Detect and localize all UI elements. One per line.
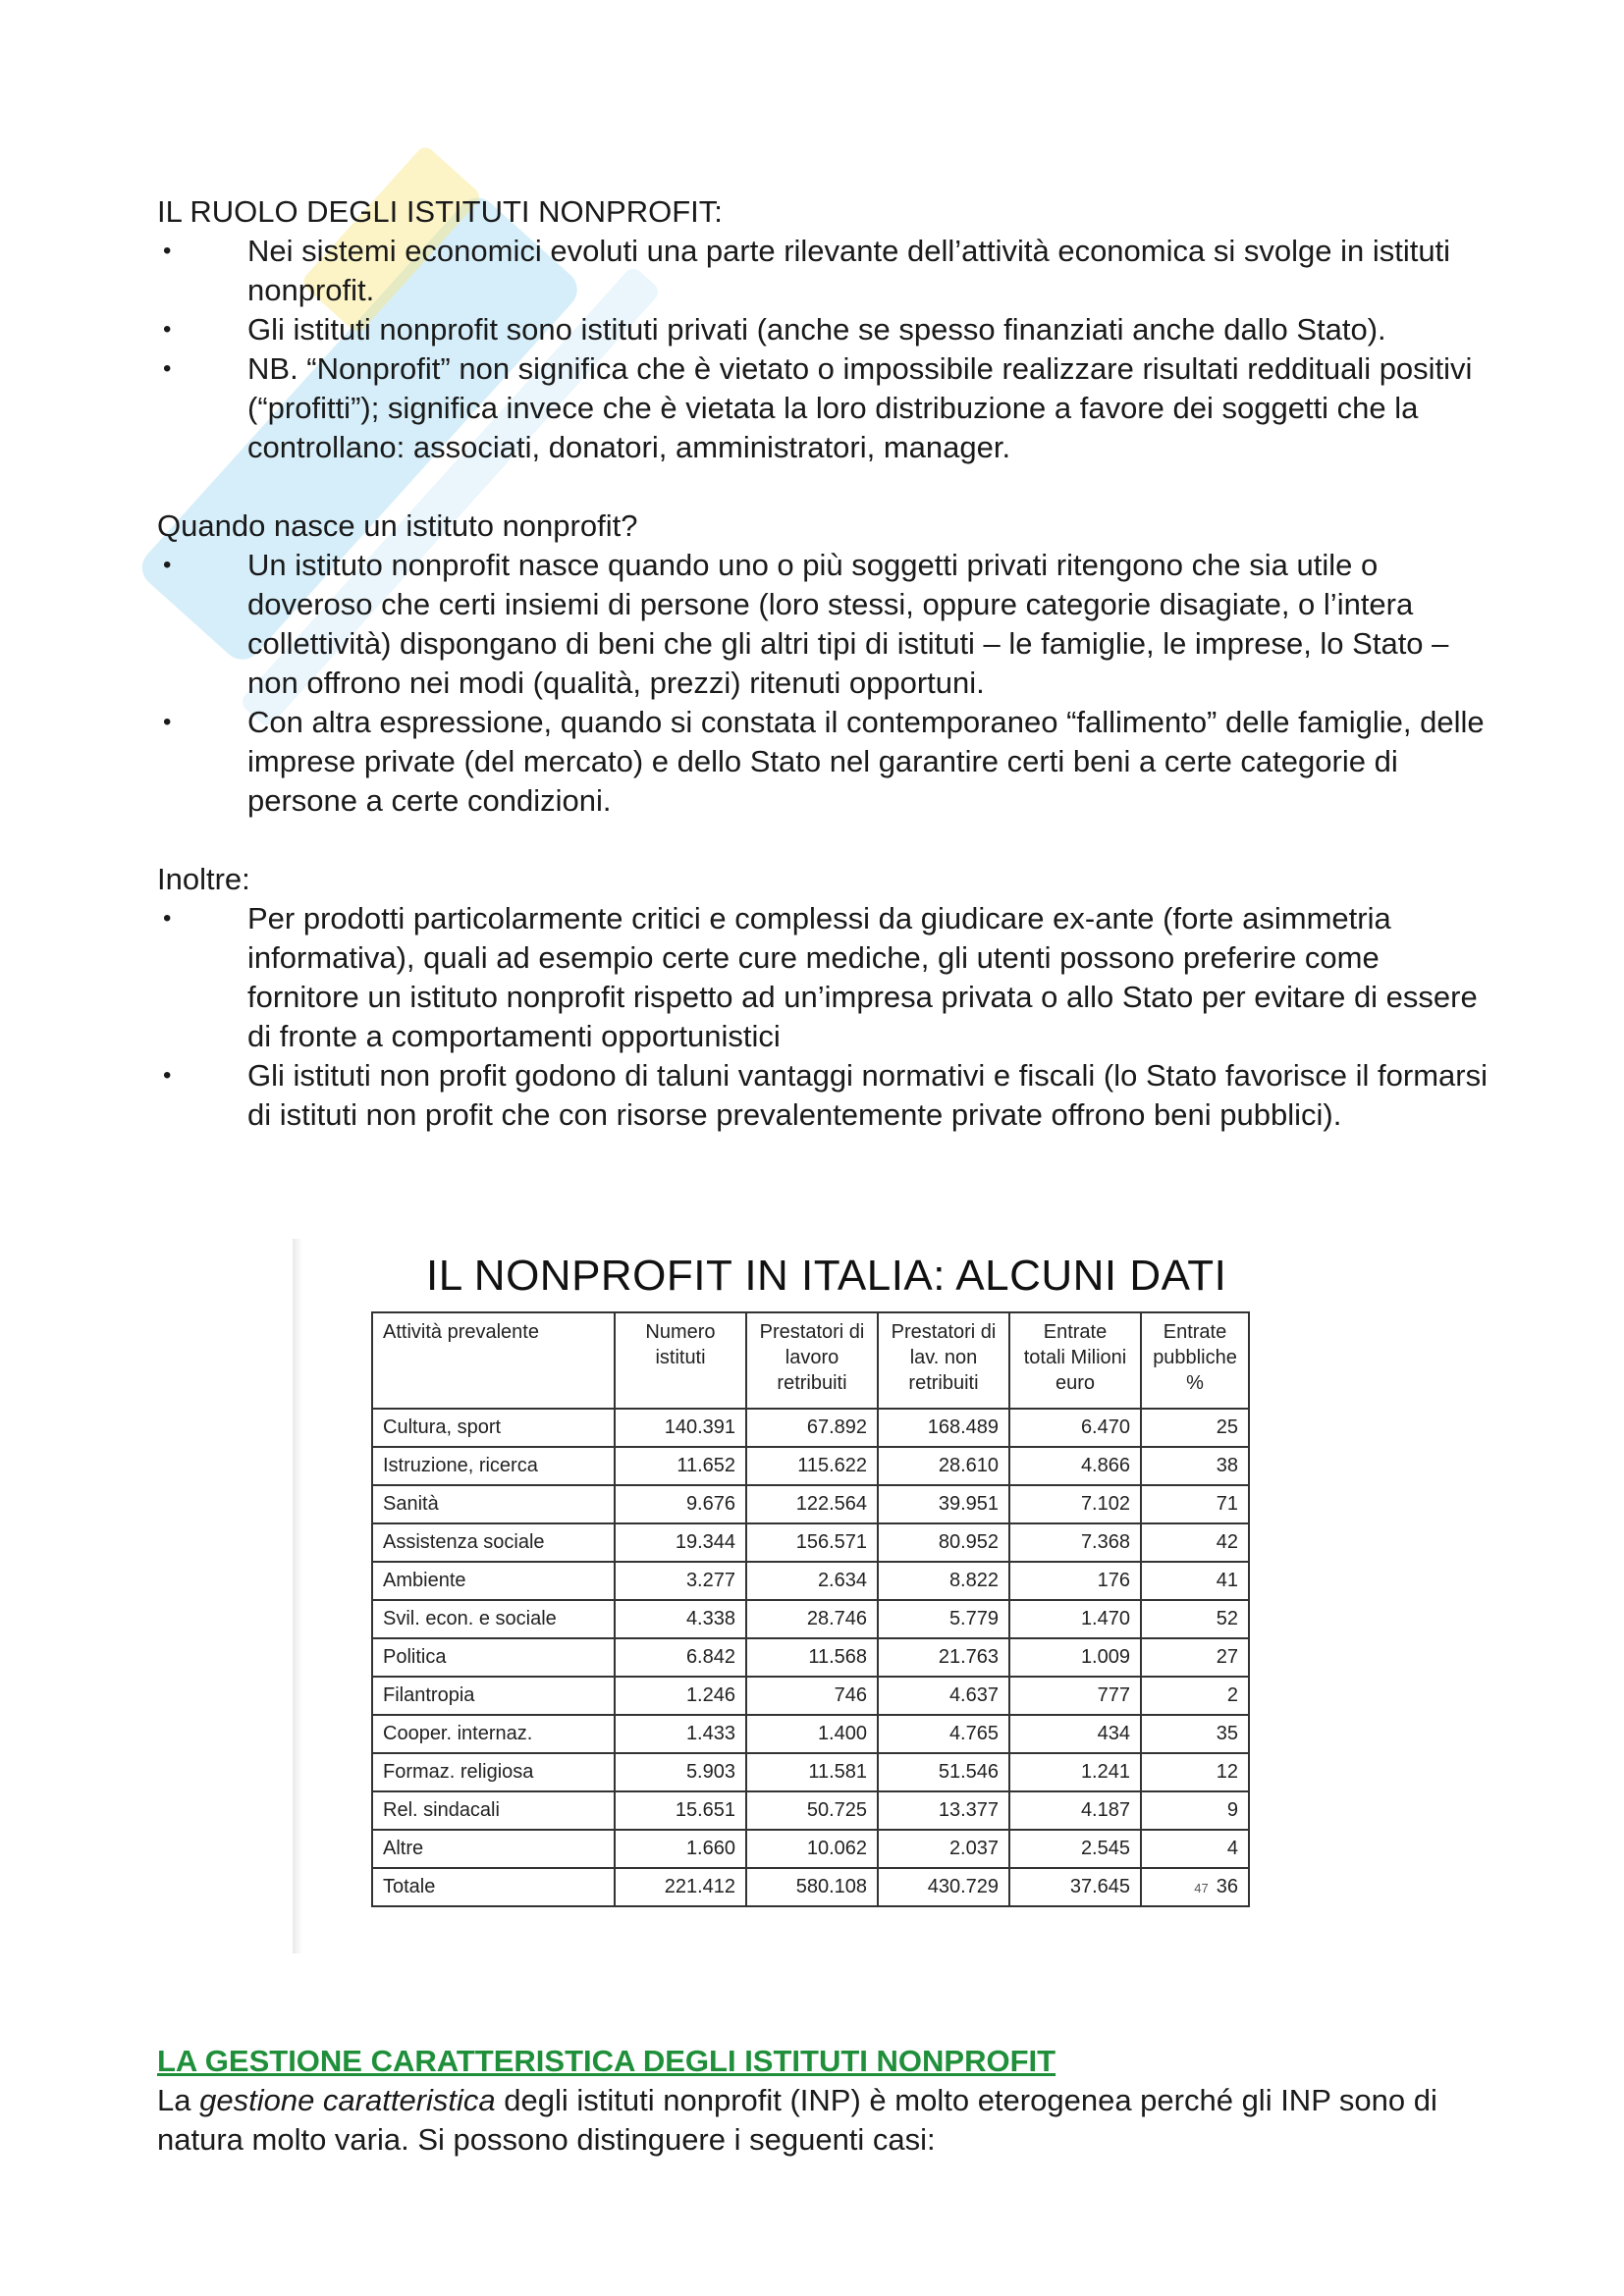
table-cell: 5.903 — [615, 1753, 746, 1791]
row-label-cell: Formaz. religiosa — [372, 1753, 615, 1791]
table-cell: 39.951 — [878, 1485, 1009, 1523]
table-cell: 1.433 — [615, 1715, 746, 1753]
row-label-cell: Sanità — [372, 1485, 615, 1523]
table-cell: 122.564 — [746, 1485, 878, 1523]
table-cell: 4.765 — [878, 1715, 1009, 1753]
moreover-bullets — [157, 899, 1492, 1135]
table-cell: 221.412 — [615, 1868, 746, 1906]
table-cell: 41 — [1141, 1562, 1249, 1600]
table-cell: 4.637 — [878, 1677, 1009, 1715]
table-cell: 15.651 — [615, 1791, 746, 1830]
data-figure — [293, 1239, 1284, 1953]
list-item: • Con altra espressione, quando si constata il contemporaneo “fallimento” delle famiglie, delle imprese private (del mercato) e dello Stato nel garantire certi beni a certe categorie di persone a certe condizioni. — [163, 705, 1485, 818]
column-header: Attività prevalente — [372, 1312, 615, 1409]
table-cell: 67.892 — [746, 1409, 878, 1447]
list-item: • Un istituto nonprofit nasce quando uno o più soggetti privati ritengono che sia utile o doveroso che certi insiemi di persone (loro stessi, oppure categorie disagiate, o l’intera collettività) dispongano di beni che gli altri tipi di istituti – le famiglie, le imprese, lo Stato – non offrono nei modi (qualità, prezzi) ritenuti opportuni. — [163, 548, 1449, 700]
row-label-cell: Istruzione, ricerca — [372, 1447, 615, 1485]
table-body — [372, 1409, 1249, 1906]
table-header-row — [372, 1312, 1249, 1409]
table-cell: 4.187 — [1009, 1791, 1141, 1830]
row-label-cell: Totale — [372, 1868, 615, 1906]
table-cell: 28.746 — [746, 1600, 878, 1638]
table-cell: 25 — [1141, 1409, 1249, 1447]
table-row — [372, 1715, 1249, 1753]
list-item: • NB. “Nonprofit” non significa che è vietato o impossibile realizzare risultati reddituali positivi (“profitti”); significa invece che è vietata la loro distribuzione a favore dei soggetti che la controllano: associati, donatori, amministratori, manager. — [163, 351, 1473, 464]
table-cell: 4 — [1141, 1830, 1249, 1868]
bullet-icon: • — [163, 316, 172, 343]
table-cell: 1.009 — [1009, 1638, 1141, 1677]
paragraph-text-start: La — [157, 2083, 200, 2117]
table-cell: 6.842 — [615, 1638, 746, 1677]
table-cell: 434 — [1009, 1715, 1141, 1753]
table-cell: 37.645 — [1009, 1868, 1141, 1906]
table-row — [372, 1409, 1249, 1447]
table-row — [372, 1677, 1249, 1715]
intro-heading: IL RUOLO DEGLI ISTITUTI NONPROFIT: — [157, 194, 723, 229]
bullet-icon: • — [163, 355, 172, 382]
document-body — [157, 192, 1492, 1135]
table-cell: 2.545 — [1009, 1830, 1141, 1868]
table-cell: 9 — [1141, 1791, 1249, 1830]
table-cell: 19.344 — [615, 1523, 746, 1562]
table-cell: 2 — [1141, 1677, 1249, 1715]
list-item: • Gli istituti non profit godono di taluni vantaggi normativi e fiscali (lo Stato favorisce il formarsi di istituti non profit che con risorse prevalentemente private offrono beni pubblici). — [163, 1058, 1488, 1132]
list-item: • Gli istituti nonprofit sono istituti privati (anche se spesso finanziati anche dallo Stato). — [157, 310, 1492, 349]
table-row — [372, 1447, 1249, 1485]
column-header: Entrate pubbliche % — [1141, 1312, 1249, 1409]
table-cell: 50.725 — [746, 1791, 878, 1830]
column-header: Prestatori di lav. non retribuiti — [878, 1312, 1009, 1409]
table-cell: 4.866 — [1009, 1447, 1141, 1485]
table-cell: 430.729 — [878, 1868, 1009, 1906]
list-item: • Per prodotti particolarmente critici e complessi da giudicare ex-ante (forte asimmetria informativa), quali ad esempio certe cure mediche, gli utenti possono preferire come fornitore un istituto nonprofit rispetto ad un’impresa privata o allo Stato per evitare di essere di fronte a comportamenti opportunistici — [163, 901, 1478, 1053]
table-cell: 13.377 — [878, 1791, 1009, 1830]
bullet-icon: • — [163, 905, 172, 932]
table-cell: 7.368 — [1009, 1523, 1141, 1562]
table-cell: 156.571 — [746, 1523, 878, 1562]
table-cell: 10.062 — [746, 1830, 878, 1868]
table-row — [372, 1830, 1249, 1868]
row-label-cell: Ambiente — [372, 1562, 615, 1600]
table-cell: 51.546 — [878, 1753, 1009, 1791]
table-cell: 1.470 — [1009, 1600, 1141, 1638]
table-row — [372, 1791, 1249, 1830]
table-cell: 38 — [1141, 1447, 1249, 1485]
table-row — [372, 1600, 1249, 1638]
table-cell: 2.037 — [878, 1830, 1009, 1868]
table-row — [372, 1562, 1249, 1600]
table-cell: 3.277 — [615, 1562, 746, 1600]
row-label-cell: Cooper. internaz. — [372, 1715, 615, 1753]
bullet-icon: • — [163, 709, 172, 735]
section-paragraph — [157, 2081, 1492, 2160]
table-cell: 115.622 — [746, 1447, 878, 1485]
table-cell: 2.634 — [746, 1562, 878, 1600]
question-bullets — [157, 546, 1492, 821]
table-cell: 21.763 — [878, 1638, 1009, 1677]
table-cell: 1.400 — [746, 1715, 878, 1753]
bullet-icon: • — [163, 1062, 172, 1089]
column-header: Prestatori di lavoro retribuiti — [746, 1312, 878, 1409]
row-label-cell: Cultura, sport — [372, 1409, 615, 1447]
table-cell: 1.660 — [615, 1830, 746, 1868]
list-item: • Nei sistemi economici evoluti una parte rilevante dell’attività economica si svolge in istituti nonprofit. — [163, 234, 1451, 307]
paragraph-emphasis: gestione caratteristica — [199, 2083, 496, 2117]
table-cell — [1141, 1868, 1249, 1906]
row-label-cell: Altre — [372, 1830, 615, 1868]
table-cell: 777 — [1009, 1677, 1141, 1715]
table-cell: 580.108 — [746, 1868, 878, 1906]
nonprofit-table — [371, 1311, 1250, 1907]
table-cell: 140.391 — [615, 1409, 746, 1447]
table-cell: 12 — [1141, 1753, 1249, 1791]
table-row — [372, 1485, 1249, 1523]
bullet-icon: • — [163, 238, 172, 264]
table-cell: 168.489 — [878, 1409, 1009, 1447]
question-heading: Quando nasce un istituto nonprofit? — [157, 508, 638, 543]
row-label-cell: Svil. econ. e sociale — [372, 1600, 615, 1638]
section-gestione — [157, 2042, 1492, 2160]
table-cell: 52 — [1141, 1600, 1249, 1638]
table-cell: 1.246 — [615, 1677, 746, 1715]
table-row — [372, 1753, 1249, 1791]
paragraph-text-end: degli istituti nonprofit (INP) è molto eterogenea perché gli INP sono di natura molto varia. Si possono distinguere i seguenti casi: — [157, 2083, 1437, 2157]
table-cell: 11.568 — [746, 1638, 878, 1677]
table-cell: 8.822 — [878, 1562, 1009, 1600]
column-header: Numero istituti — [615, 1312, 746, 1409]
table-cell: 80.952 — [878, 1523, 1009, 1562]
table-cell: 1.241 — [1009, 1753, 1141, 1791]
table-row — [372, 1523, 1249, 1562]
table-cell: 11.652 — [615, 1447, 746, 1485]
table-cell: 4.338 — [615, 1600, 746, 1638]
table-cell: 28.610 — [878, 1447, 1009, 1485]
column-header: Entrate totali Milioni euro — [1009, 1312, 1141, 1409]
table-cell: 6.470 — [1009, 1409, 1141, 1447]
figure-title: IL NONPROFIT IN ITALIA: ALCUNI DATI — [426, 1252, 1227, 1300]
table-cell: 7.102 — [1009, 1485, 1141, 1523]
table-cell: 71 — [1141, 1485, 1249, 1523]
row-label-cell: Politica — [372, 1638, 615, 1677]
intro-bullets — [157, 232, 1492, 467]
table-cell: 5.779 — [878, 1600, 1009, 1638]
bullet-icon: • — [163, 552, 172, 578]
table-cell: 42 — [1141, 1523, 1249, 1562]
cell-value: 36 — [1216, 1876, 1238, 1897]
table-row — [372, 1638, 1249, 1677]
table-cell: 11.581 — [746, 1753, 878, 1791]
section-heading: LA GESTIONE CARATTERISTICA DEGLI ISTITUTI NONPROFIT — [157, 2044, 1056, 2078]
moreover-heading: Inoltre: — [157, 862, 250, 896]
table-total-row — [372, 1868, 1249, 1906]
table-cell: 176 — [1009, 1562, 1141, 1600]
table-cell: 9.676 — [615, 1485, 746, 1523]
slide-number: 47 — [1194, 1881, 1209, 1896]
figure-edge — [293, 1239, 302, 1953]
row-label-cell: Assistenza sociale — [372, 1523, 615, 1562]
table-cell: 27 — [1141, 1638, 1249, 1677]
table-cell: 746 — [746, 1677, 878, 1715]
row-label-cell: Filantropia — [372, 1677, 615, 1715]
table-cell: 35 — [1141, 1715, 1249, 1753]
row-label-cell: Rel. sindacali — [372, 1791, 615, 1830]
